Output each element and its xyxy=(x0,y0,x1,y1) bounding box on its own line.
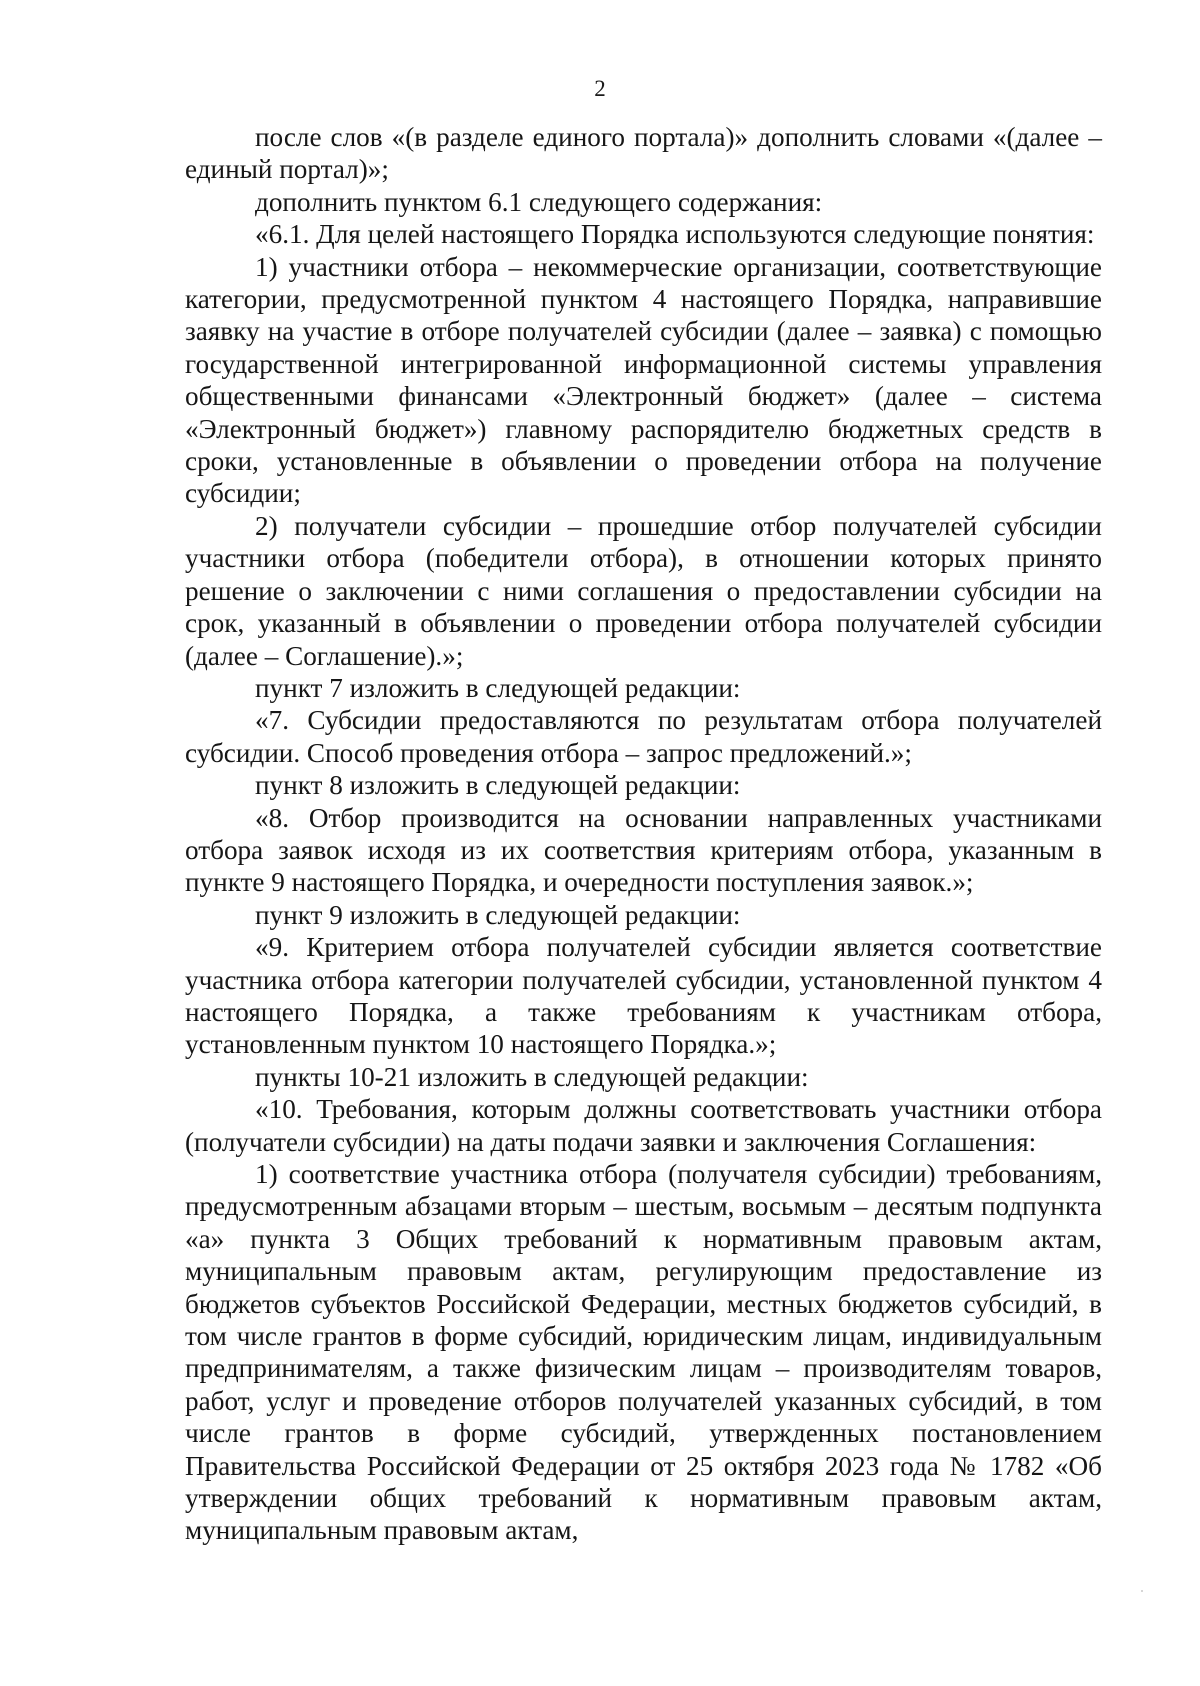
paragraph-amend-portal: после слов «(в разделе единого портала)» дополнить словами «(далее – единый портал)»; xyxy=(185,122,1102,185)
paragraph-amend-8: пункт 8 изложить в следующей редакции: xyxy=(255,770,741,801)
document-body xyxy=(185,121,1102,1547)
scan-speck xyxy=(1141,1590,1143,1592)
paragraph-amend-10-21: пункты 10-21 изложить в следующей редакции: xyxy=(255,1061,809,1092)
page-number: 2 xyxy=(594,76,606,101)
paragraph-8: «8. Отбор производится на основании направленных участниками отбора заявок исходя из их соответствия критериям отбора, указанным в пункте 9 настоящего Порядка, и очередности поступления заявок.»; xyxy=(185,802,1102,898)
paragraph-9: «9. Критерием отбора получателей субсидии является соответствие участника отбора категории получателей субсидии, установленной пунктом 4 настоящего Порядка, а также требованиям к участникам отбора, установленным пунктом 10 настоящего Порядка.»; xyxy=(185,932,1102,1060)
paragraph-10-item-1: 1) соответствие участника отбора (получателя субсидии) требованиям, предусмотренным абзацами вторым – шестым, восьмым – десятым подпункта «а» пункта 3 Общих требований к нормативным правовым актам, муниципальным правовым актам, регулирующим предоставление из бюджетов субъектов Российской Федерации, местных бюджетов субсидий, в том числе грантов в форме субсидий, юридическим лицам, индивидуальным предпринимателям, а также физическим лицам – производителям товаров, работ, услуг и проведение отборов получателей указанных субсидий, в том числе грантов в форме субсидий, утвержденных постановлением Правительства Российской Федерации от 25 октября 2023 года № 1782 «Об утверждении общих требований к нормативным правовым актам, муниципальным правовым актам, xyxy=(185,1159,1102,1546)
paragraph-6-1-item-1: 1) участники отбора – некоммерческие организации, соответствующие категории, предусмотренной пунктом 4 настоящего Порядка, направившие заявку на участие в отборе получателей субсидии (далее – заявка) с помощью государственной интегрированной информационной системы управления общественными финансами «Электронный бюджет» (далее – система «Электронный бюджет») главному распорядителю бюджетных средств в сроки, установленные в объявлении о проведении отбора на получение субсидии; xyxy=(185,251,1102,509)
paragraph-amend-7: пункт 7 изложить в следующей редакции: xyxy=(255,672,741,703)
paragraph-7: «7. Субсидии предоставляются по результатам отбора получателей субсидии. Способ проведения отбора – запрос предложений.»; xyxy=(185,705,1102,768)
paragraph-10: «10. Требования, которым должны соответствовать участники отбора (получатели субсидии) на даты подачи заявки и заключения Соглашения: xyxy=(185,1094,1102,1157)
paragraph-6-1-item-2: 2) получатели субсидии – прошедшие отбор получателей субсидии участники отбора (победители отбора), в отношении которых принято решение о заключении с ними соглашения о предоставлении субсидии на срок, указанный в объявлении о проведении отбора получателей субсидии (далее – Соглашение).»; xyxy=(185,510,1102,671)
paragraph-add-6-1: дополнить пунктом 6.1 следующего содержания: xyxy=(255,186,823,217)
paragraph-6-1: «6.1. Для целей настоящего Порядка используются следующие понятия: xyxy=(255,219,1095,250)
paragraph-amend-9: пункт 9 изложить в следующей редакции: xyxy=(255,899,741,930)
